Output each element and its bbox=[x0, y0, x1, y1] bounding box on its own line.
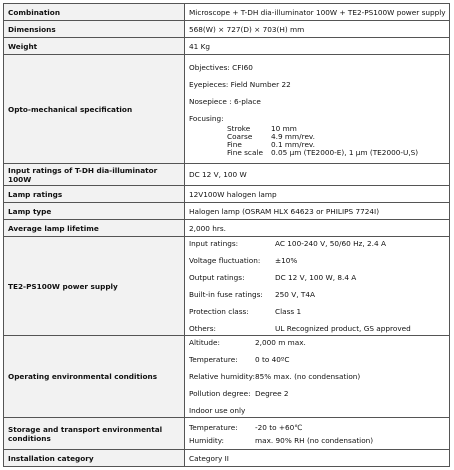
psu-value bbox=[185, 237, 450, 336]
operating-item bbox=[189, 336, 445, 349]
psu-item bbox=[189, 322, 445, 335]
operating-item bbox=[189, 387, 445, 400]
weight-label: Weight bbox=[4, 38, 185, 55]
row-combination bbox=[4, 4, 450, 21]
input-ratings-value: DC 12 V, 100 W bbox=[185, 164, 450, 186]
psu-item-key: Built-in fuse ratings: bbox=[189, 290, 263, 299]
focus-key: Fine scale bbox=[227, 148, 263, 157]
dimensions-label: Dimensions bbox=[4, 21, 185, 38]
lamp-ratings-value: 12V100W halogen lamp bbox=[185, 186, 450, 203]
storage-label: Storage and transport environmental conditions bbox=[4, 418, 185, 450]
focus-value: 4.9 mm/rev. bbox=[271, 132, 315, 141]
operating-item bbox=[189, 370, 445, 383]
focusing-text: Focusing: bbox=[189, 114, 224, 123]
focus-value: 0.1 mm/rev. bbox=[271, 140, 315, 149]
storage-item bbox=[189, 434, 445, 447]
psu-item-value: UL Recognized product, GS approved bbox=[275, 324, 411, 333]
operating-item-key: Relative humidity: bbox=[189, 372, 255, 381]
psu-item-key: Output ratings: bbox=[189, 273, 245, 282]
psu-item bbox=[189, 288, 445, 301]
row-operating-conditions bbox=[4, 336, 450, 418]
opto-value bbox=[185, 55, 450, 164]
operating-item-value: Degree 2 bbox=[255, 389, 289, 398]
row-lamp-lifetime bbox=[4, 220, 450, 237]
psu-item-key: Voltage fluctuation: bbox=[189, 256, 261, 265]
operating-item-key: Temperature: bbox=[189, 355, 238, 364]
lamp-lifetime-label: Average lamp lifetime bbox=[4, 220, 185, 237]
row-opto-mechanical bbox=[4, 55, 450, 164]
psu-item-value: ±10% bbox=[275, 256, 298, 265]
row-dimensions bbox=[4, 21, 450, 38]
operating-item bbox=[189, 353, 445, 366]
operating-label: Operating environmental conditions bbox=[4, 336, 185, 418]
row-lamp-type bbox=[4, 203, 450, 220]
row-storage-conditions bbox=[4, 418, 450, 450]
focus-key: Fine bbox=[227, 140, 242, 149]
psu-item-value: DC 12 V, 100 W, 8.4 A bbox=[275, 273, 357, 282]
psu-item-value: 250 V, T4A bbox=[275, 290, 315, 299]
focus-row bbox=[227, 149, 445, 157]
storage-item bbox=[189, 421, 445, 434]
focus-value: 10 mm bbox=[271, 124, 297, 133]
psu-item bbox=[189, 237, 445, 250]
lamp-lifetime-value: 2,000 hrs. bbox=[185, 220, 450, 237]
objectives-text: Objectives: CFI60 bbox=[189, 63, 253, 72]
psu-item bbox=[189, 271, 445, 284]
lamp-type-label: Lamp type bbox=[4, 203, 185, 220]
psu-item-value: AC 100-240 V, 50/60 Hz, 2.4 A bbox=[275, 239, 386, 248]
operating-value bbox=[185, 336, 450, 418]
row-installation-category bbox=[4, 450, 450, 467]
weight-value: 41 Kg bbox=[185, 38, 450, 55]
combination-label: Combination bbox=[4, 4, 185, 21]
combination-value: Microscope + T-DH dia-illuminator 100W + TE2-PS100W power supply bbox=[185, 4, 450, 21]
input-ratings-label: Input ratings of T-DH dia-illuminator 100W bbox=[4, 164, 185, 186]
storage-item-value: -20 to +60℃ bbox=[255, 422, 303, 432]
eyepieces-text: Eyepieces: Field Number 22 bbox=[189, 80, 291, 89]
installation-label: Installation category bbox=[4, 450, 185, 467]
psu-item-key: Protection class: bbox=[189, 307, 249, 316]
installation-value: Category II bbox=[185, 450, 450, 467]
operating-item-key: Altitude: bbox=[189, 338, 220, 347]
operating-item-value: 85% max. (no condensation) bbox=[255, 372, 361, 381]
psu-item-value: Class 1 bbox=[275, 307, 302, 316]
psu-item-key: Others: bbox=[189, 324, 216, 333]
focus-value: 0.05 μm (TE2000-E), 1 μm (TE2000-U,S) bbox=[271, 148, 419, 157]
operating-item-key: Pollution degree: bbox=[189, 389, 251, 398]
opto-label: Opto-mechanical specification bbox=[4, 55, 185, 164]
focus-key: Stroke bbox=[227, 124, 251, 133]
row-input-ratings bbox=[4, 164, 450, 186]
focusing-details bbox=[189, 125, 445, 157]
operating-item-value: 2,000 m max. bbox=[255, 338, 306, 347]
dimensions-value: 568(W) × 727(D) × 703(H) mm bbox=[185, 21, 450, 38]
psu-label: TE2-PS100W power supply bbox=[4, 237, 185, 336]
row-lamp-ratings bbox=[4, 186, 450, 203]
lamp-type-value: Halogen lamp (OSRAM HLX 64623 or PHILIPS 7724I) bbox=[185, 203, 450, 220]
storage-item-key: Humidity: bbox=[189, 435, 225, 445]
psu-item bbox=[189, 254, 445, 267]
psu-item-key: Input ratings: bbox=[189, 239, 239, 248]
operating-item-value: 0 to 40ºC bbox=[255, 355, 290, 364]
specifications-table bbox=[3, 3, 450, 467]
focus-key: Coarse bbox=[227, 132, 253, 141]
nosepiece-text: Nosepiece : 6-place bbox=[189, 97, 261, 106]
focus-row bbox=[227, 133, 445, 141]
lamp-ratings-label: Lamp ratings bbox=[4, 186, 185, 203]
storage-item-value: max. 90% RH (no condensation) bbox=[255, 435, 374, 445]
focus-row bbox=[227, 125, 445, 133]
row-power-supply bbox=[4, 237, 450, 336]
indoor-use-note: Indoor use only bbox=[189, 406, 246, 415]
storage-item-key: Temperature: bbox=[189, 422, 238, 432]
storage-value bbox=[185, 418, 450, 450]
psu-item bbox=[189, 305, 445, 318]
row-weight bbox=[4, 38, 450, 55]
